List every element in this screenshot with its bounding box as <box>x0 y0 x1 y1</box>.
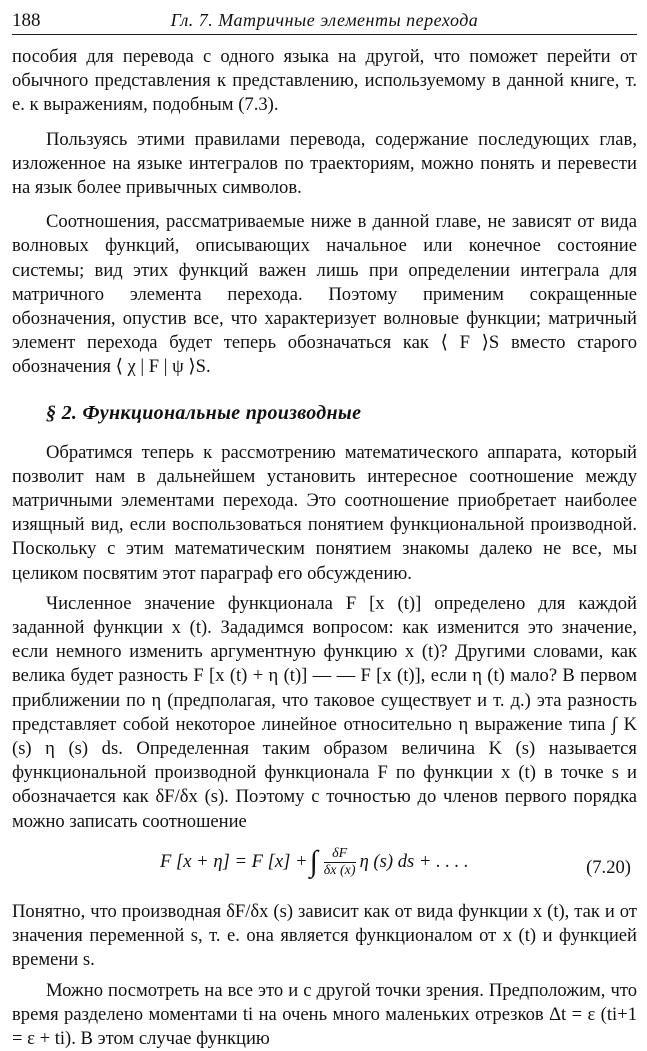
paragraph-7: Можно посмотреть на все это и с другой точки зрения. Предположим, что время разделено моментами ti на очень много маленьких отрезков Δt = ε (ti+1 = ε + ti). В этом случае функцию <box>12 979 637 1051</box>
integral-sign: ∫ <box>310 847 318 877</box>
paragraph-2: Пользуясь этими правилами перевода, содержание последующих глав, изложенное на языке интегралов по траекториям, можно понять и перевести на язык более привычных символов. <box>12 128 637 201</box>
paragraph-5: Численное значение функционала F [x (t)] определено для каждой заданной функции x (t). Зададимся вопросом: как изменится это значение, если немного изменить аргументную функцию x (t)? Другими словами, как велика будет разность F [x (t) + η (t)] — — F [x (t)], если η (t) мало? В первом приближении по η (предполагая, что таковое существует и т. д.) эта разность представляет собой некоторое линейное относительно η выражение типа ∫ K (s) η (s) ds. Определенная таким образом величина K (s) называется функциональной производной функционала F по функции x (t) в точке s и обозначается как δF/δx (s). Поэтому с точностью до членов первого порядка можно записать соотношение <box>12 592 637 834</box>
functional-derivative-fraction <box>324 846 356 879</box>
running-header <box>12 8 637 35</box>
page-number: 188 <box>12 10 41 32</box>
running-title: Гл. 7. Матричные элементы перехода <box>12 10 637 31</box>
paragraph-4: Обратимся теперь к рассмотрению математического аппарата, который позволит нам в дальнейшем установить интересное соотношение между матричными элементами перехода. Это соотношение приобретает наиболее изящный вид, если воспользоваться понятием функциональной производной. Поскольку с этим математическим понятием знакомы далеко не все, мы целиком посвятим этот параграф его обсуждению. <box>12 441 637 586</box>
fraction-numerator: δF <box>332 846 347 862</box>
equation-right: η (s) ds + . . . . <box>360 851 469 873</box>
equation-7-20 <box>12 840 637 896</box>
fraction-denominator: δx (x) <box>324 863 356 879</box>
equation-left: F [x + η] = F [x] + <box>160 851 308 873</box>
paragraph-6: Понятно, что производная δF/δx (s) зависит как от вида функции x (t), так и от значения переменной s, т. е. она является функционалом от x (t) и функцией времени s. <box>12 900 637 973</box>
page <box>0 8 647 1008</box>
section-title: § 2. Функциональные производные <box>46 402 637 425</box>
paragraph-3: Соотношения, рассматриваемые ниже в данной главе, не зависят от вида волновых функций, описывающих начальное или конечное состояние системы; вид этих функций важен лишь при определении интеграла для матричного элемента перехода. Поэтому применим сокращенные обозначения, опустив все, что характеризует волновые функции; матричный элемент перехода будет теперь обозначаться как ⟨ F ⟩S вместо старого обозначения ⟨ χ | F | ψ ⟩S. <box>12 210 637 379</box>
paragraph-1: пособия для перевода с одного языка на другой, что поможет перейти от обычного представления к представлению, используемому в данной книге, т. е. к выражениям, подобным (7.3). <box>12 45 637 118</box>
equation-number: (7.20) <box>586 857 631 879</box>
